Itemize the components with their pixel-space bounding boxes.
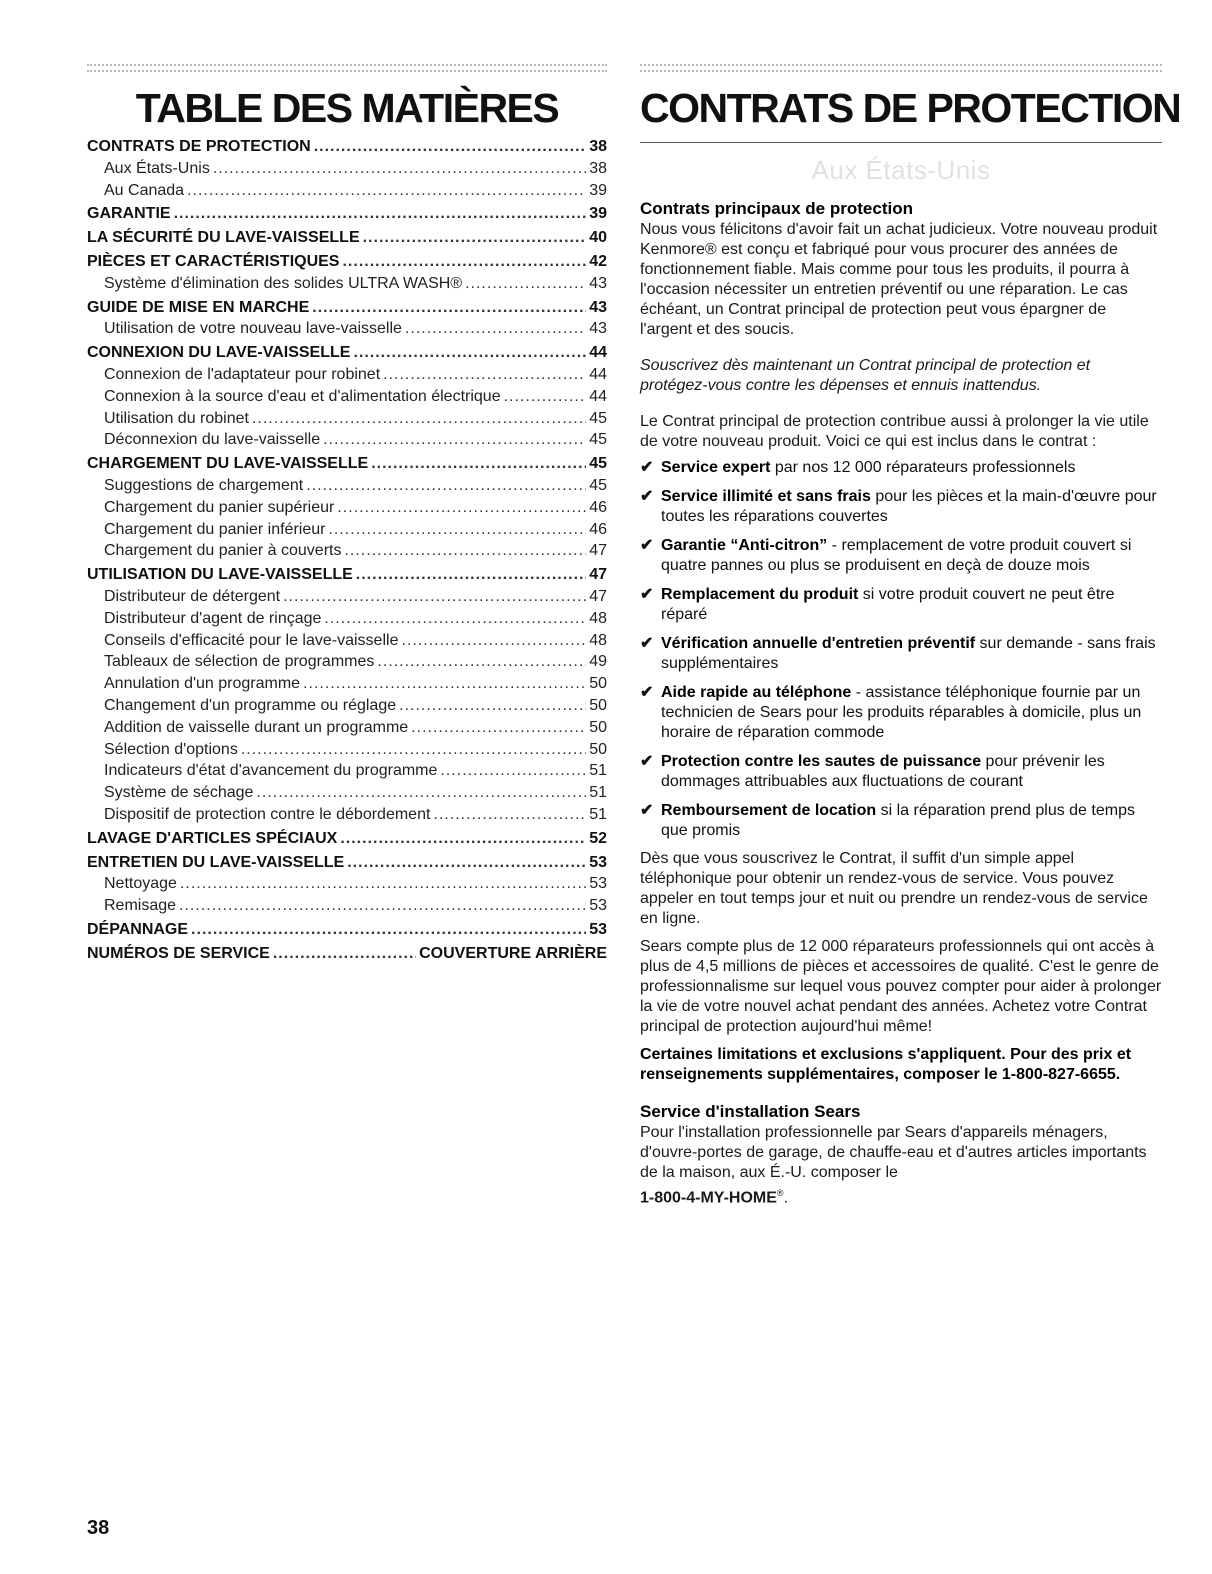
checklist-item-rest: si la réparation prend plus de temps que promis [661,802,1135,839]
toc-entry-label: DÉPANNAGE [87,920,189,938]
sears-technicians-paragraph: Sears compte plus de 12 000 réparateurs professionnels qui ont accès à plus de 4,5 millions de pièces et accessoires de qualité. C'est le genre de professionnalisme sur lequel vous pouvez compter pour aider à prolonger la vie de votre nouvel achat pendant des années. Achetez votre Contrat principal de protection aujourd'hui même! [640,938,1162,1035]
toc-leader-dots [337,497,586,519]
toc-entry-label: Utilisation de votre nouveau lave-vaisselle [104,320,402,338]
toc-entry-label: GARANTIE [87,205,171,223]
toc-leader-dots [187,180,586,202]
toc-leader-dots [401,630,586,652]
checklist-item [640,536,1162,576]
checklist-item-bold: Vérification annuelle d'entretien préventif [661,635,976,652]
toc-subsection-entry [87,782,607,804]
toc-subsection-entry [87,519,607,541]
title-underline [640,142,1162,143]
toc-entry-label: NUMÉROS DE SERVICE [87,944,270,962]
toc-section-entry [87,943,607,965]
toc-entry-page: 47 [589,566,607,584]
toc-subsection-entry [87,804,607,826]
toc-subsection-entry [87,429,607,451]
installation-phone: 1-800-4-MY-HOME [640,1189,777,1207]
toc-entry-label: Système de séchage [104,784,254,802]
checkmark-icon: ✔ [640,802,654,819]
checklist-item-bold: Garantie “Anti-citron” [661,537,828,554]
checklist-text [661,634,1162,674]
toc-entry-page: 44 [589,344,607,362]
toc-entry-page: 39 [589,181,607,199]
included-paragraph: Le Contrat principal de protection contribue aussi à prolonger la vie utile de votre nouveau produit. Voici ce qui est inclus dans le contrat : [640,413,1149,450]
checklist-text [661,585,1162,625]
page-number: 38 [87,1517,110,1539]
toc-entry-label: CONNEXION DU LAVE-VAISSELLE [87,344,351,362]
toc-entry-label: LAVAGE D'ARTICLES SPÉCIAUX [87,829,338,847]
toc-leader-dots [342,251,586,273]
toc-entry-label: Remisage [104,897,177,915]
toc-subsection-entry [87,739,607,761]
toc-entry-label: Changement d'un programme ou réglage [104,696,397,714]
toc-entry-label: Connexion à la source d'eau et d'alimentation électrique [104,387,501,405]
toc-entry-page: 51 [589,805,607,823]
toc-entry-page: 42 [589,252,607,270]
toc-entry-label: Chargement du panier supérieur [104,498,335,516]
toc-entry-label: Annulation d'un programme [104,675,301,693]
toc-leader-dots [252,408,586,430]
toc-subsection-entry [87,364,607,386]
installation-heading: Service d'installation Sears [640,1102,861,1121]
toc-entry-label: PIÈCES ET CARACTÉRISTIQUES [87,252,340,270]
checklist-item-rest: sur demande - sans frais supplémentaires [661,635,1156,672]
checklist-item-rest: par nos 12 000 réparateurs professionnels [770,459,1076,476]
toc-leader-dots [465,273,586,295]
checklist-item-bold: Remplacement du produit [661,586,859,603]
checklist-item [640,585,1162,625]
toc-leader-dots [399,695,586,717]
toc-leader-dots [256,782,586,804]
toc-section-entry [87,342,607,364]
toc-entry-page: 38 [589,138,607,155]
toc-subsection-entry [87,273,607,295]
checklist-text [661,458,1075,478]
toc-entry-page: 52 [589,829,607,847]
checklist-item [640,458,1162,478]
toc-entry-label: Suggestions de chargement [104,476,304,494]
installation-paragraph [640,1123,1162,1208]
toc-entry-page: 49 [589,653,607,671]
toc-entry-page: 53 [589,920,607,938]
toc-subsection-entry [87,386,607,408]
toc-subsection-entry [87,651,607,673]
toc-entry-page: 53 [589,875,607,893]
toc-subsection-entry [87,695,607,717]
toc-list [87,136,607,964]
table-of-contents-column [87,64,607,964]
toc-entry-label: Au Canada [104,181,185,199]
toc-entry-label: CONTRATS DE PROTECTION [87,138,311,155]
checklist-item [640,752,1162,792]
toc-entry-label: Conseils d'efficacité pour le lave-vaisselle [104,631,399,649]
checklist-item-rest: pour prévenir les dommages attribuables aux fluctuations de courant [661,753,1105,790]
toc-entry-label: Nettoyage [104,875,177,893]
toc-entry-label: Distributeur de détergent [104,587,281,605]
installation-text: Pour l'installation professionnelle par Sears d'appareils ménagers, d'ouvre-portes de garage, de chauffe-eau et d'autres articles importants de la maison, aux É.-U. composer le [640,1124,1147,1181]
toc-leader-dots [353,342,586,364]
checklist-item [640,634,1162,674]
toc-section-entry [87,919,607,941]
checklist-text [661,801,1162,841]
checklist-item-bold: Service illimité et sans frais [661,488,871,505]
toc-subsection-entry [87,608,607,630]
toc-section-entry [87,251,607,273]
toc-entry-label: Tableaux de sélection de programmes [104,653,375,671]
toc-section-entry [87,136,607,158]
italic-paragraph: Souscrivez dès maintenant un Contrat principal de protection et protégez-vous contre les dépenses et ennuis inattendus. [640,357,1091,394]
toc-subsection-entry [87,540,607,562]
toc-entry-label: Aux États-Unis [104,159,210,177]
toc-leader-dots [377,651,586,673]
toc-subsection-entry [87,180,607,202]
toc-entry-page: 45 [589,409,607,427]
toc-entry-label: Utilisation du robinet [104,409,249,427]
toc-entry-page: 51 [589,784,607,802]
intro-paragraph: Nous vous félicitons d'avoir fait un achat judicieux. Votre nouveau produit Kenmore® est conçu et fabriqué pour vous procurer des années de fonctionnement fiable. Mais comme pour tous les produits, il pourra à l'occasion nécessiter un entretien préventif ou une réparation. Le cas échéant, un Contrat principal de protection peut vous épargner de l'argent et des soucis. [640,221,1158,338]
top-dotted-rule [640,64,1162,72]
toc-leader-dots [306,475,586,497]
toc-leader-dots [303,673,586,695]
toc-entry-page: 43 [589,298,607,316]
toc-entry-page: 45 [589,476,607,494]
checkmark-icon: ✔ [640,753,654,770]
toc-entry-page: 43 [589,320,607,338]
toc-leader-dots [411,717,586,739]
toc-entry-label: Distributeur d'agent de rinçage [104,609,322,627]
checkmark-icon: ✔ [640,586,654,603]
checklist-text [661,752,1162,792]
checklist-item [640,683,1162,743]
toc-subsection-entry [87,873,607,895]
toc-leader-dots [371,453,586,475]
checklist-item-bold: Protection contre les sautes de puissance [661,753,982,770]
toc-section-entry [87,297,607,319]
toc-entry-page: 53 [589,897,607,915]
toc-entry-label: ENTRETIEN DU LAVE-VAISSELLE [87,853,345,871]
checklist-item [640,487,1162,527]
toc-entry-page: 48 [589,631,607,649]
toc-entry-page: COUVERTURE ARRIÈRE [419,944,607,962]
limitations-paragraph: Certaines limitations et exclusions s'appliquent. Pour des prix et renseignements supplémentaires, composer le 1-800-827-6655. [640,1046,1132,1083]
toc-leader-dots [328,519,586,541]
toc-leader-dots [174,203,587,225]
toc-leader-dots [323,429,586,451]
toc-section-entry [87,564,607,586]
registered-mark: ® [776,1188,784,1198]
toc-section-entry [87,453,607,475]
toc-subsection-entry [87,673,607,695]
toc-entry-label: LA SÉCURITÉ DU LAVE-VAISSELLE [87,229,360,247]
toc-subsection-entry [87,158,607,180]
toc-subsection-entry [87,408,607,430]
toc-entry-page: 45 [589,455,607,473]
toc-leader-dots [440,760,586,782]
toc-leader-dots [340,828,586,850]
benefits-checklist [640,458,1162,841]
toc-entry-page: 47 [589,587,607,605]
toc-entry-label: Indicateurs d'état d'avancement du programme [104,762,438,780]
top-dotted-rule [87,64,607,72]
contracts-heading: Contrats principaux de protection [640,199,913,218]
toc-entry-page: 50 [589,740,607,758]
toc-subsection-entry [87,475,607,497]
toc-entry-page: 50 [589,675,607,693]
toc-entry-page: 43 [589,274,607,292]
toc-leader-dots [180,873,586,895]
toc-subsection-entry [87,630,607,652]
toc-leader-dots [191,919,586,941]
toc-subsection-entry [87,318,607,340]
checkmark-icon: ✔ [640,635,654,652]
toc-entry-label: Dispositif de protection contre le débordement [104,805,431,823]
toc-leader-dots [213,158,586,180]
checklist-item [640,801,1162,841]
section-title: CONTRATS DE PROTECTION [640,85,1181,131]
toc-leader-dots [273,943,416,965]
checklist-item-bold: Aide rapide au téléphone [661,684,852,701]
toc-entry-page: 44 [589,387,607,405]
checkmark-icon: ✔ [640,459,654,476]
checklist-text [661,487,1162,527]
toc-leader-dots [383,364,586,386]
checklist-item-rest: - assistance téléphonique fournie par un technicien de Sears pour les produits réparables à domicile, plus un horaire de réparation commode [661,684,1142,741]
toc-subsection-entry [87,717,607,739]
toc-entry-label: Addition de vaisselle durant un programme [104,718,409,736]
checkmark-icon: ✔ [640,684,654,701]
toc-subsection-entry [87,895,607,917]
toc-entry-label: Connexion de l'adaptateur pour robinet [104,365,381,383]
toc-leader-dots [344,540,586,562]
checklist-item-rest: si votre produit couvert ne peut être réparé [661,586,1115,623]
toc-entry-label: Chargement du panier inférieur [104,520,326,538]
toc-entry-page: 45 [589,431,607,449]
toc-leader-dots [324,608,586,630]
toc-section-entry [87,203,607,225]
toc-entry-page: 50 [589,696,607,714]
checklist-item-bold: Service expert [661,459,771,476]
toc-entry-page: 51 [589,762,607,780]
toc-leader-dots [356,564,586,586]
toc-leader-dots [312,297,586,319]
checklist-item-rest: - remplacement de votre produit couvert si quatre pannes ou plus se produisent en deçà de douze mois [661,537,1132,574]
toc-section-entry [87,227,607,249]
toc-leader-dots [363,227,587,249]
toc-leader-dots [283,586,586,608]
toc-leader-dots [347,852,586,874]
toc-entry-page: 53 [589,853,607,871]
toc-entry-page: 46 [589,520,607,538]
toc-leader-dots [241,739,586,761]
checkmark-icon: ✔ [640,537,654,554]
toc-subsection-entry [87,497,607,519]
toc-section-entry [87,852,607,874]
toc-section-entry [87,828,607,850]
toc-title: TABLE DES MATIÈRES [135,85,559,131]
toc-entry-page: 50 [589,718,607,736]
service-call-paragraph: Dès que vous souscrivez le Contrat, il suffit d'un simple appel téléphonique pour obtenir un rendez-vous de service. Vous pouvez appeler en tout temps jour et nuit ou prendre un rendez-vous de service en ligne. [640,850,1148,927]
checkmark-icon: ✔ [640,488,654,505]
toc-entry-label: GUIDE DE MISE EN MARCHE [87,298,310,316]
checklist-text [661,683,1162,743]
toc-leader-dots [314,136,587,158]
toc-entry-label: Système d'élimination des solides ULTRA WASH® [104,274,463,292]
region-subtitle: Aux États-Unis [811,155,991,185]
checklist-item-bold: Remboursement de location [661,802,877,819]
protection-contracts-column [640,64,1181,1208]
toc-entry-label: Chargement du panier à couverts [104,542,342,560]
checklist-item-rest: pour les pièces et la main-d'œuvre pour toutes les réparations couvertes [661,488,1157,525]
toc-entry-label: Déconnexion du lave-vaisselle [104,431,321,449]
toc-leader-dots [433,804,586,826]
toc-entry-label: UTILISATION DU LAVE-VAISSELLE [87,566,353,584]
toc-entry-page: 47 [589,542,607,560]
toc-entry-page: 48 [589,609,607,627]
toc-subsection-entry [87,586,607,608]
toc-entry-page: 46 [589,498,607,516]
toc-entry-page: 44 [589,365,607,383]
toc-leader-dots [405,318,586,340]
installation-end: . [783,1189,789,1207]
toc-entry-label: Sélection d'options [104,740,238,758]
checklist-text [661,536,1162,576]
toc-subsection-entry [87,760,607,782]
toc-entry-page: 38 [589,159,607,177]
toc-entry-page: 40 [589,229,607,247]
toc-entry-page: 39 [589,205,607,223]
toc-leader-dots [504,386,587,408]
toc-leader-dots [179,895,586,917]
toc-entry-label: CHARGEMENT DU LAVE-VAISSELLE [87,455,369,473]
